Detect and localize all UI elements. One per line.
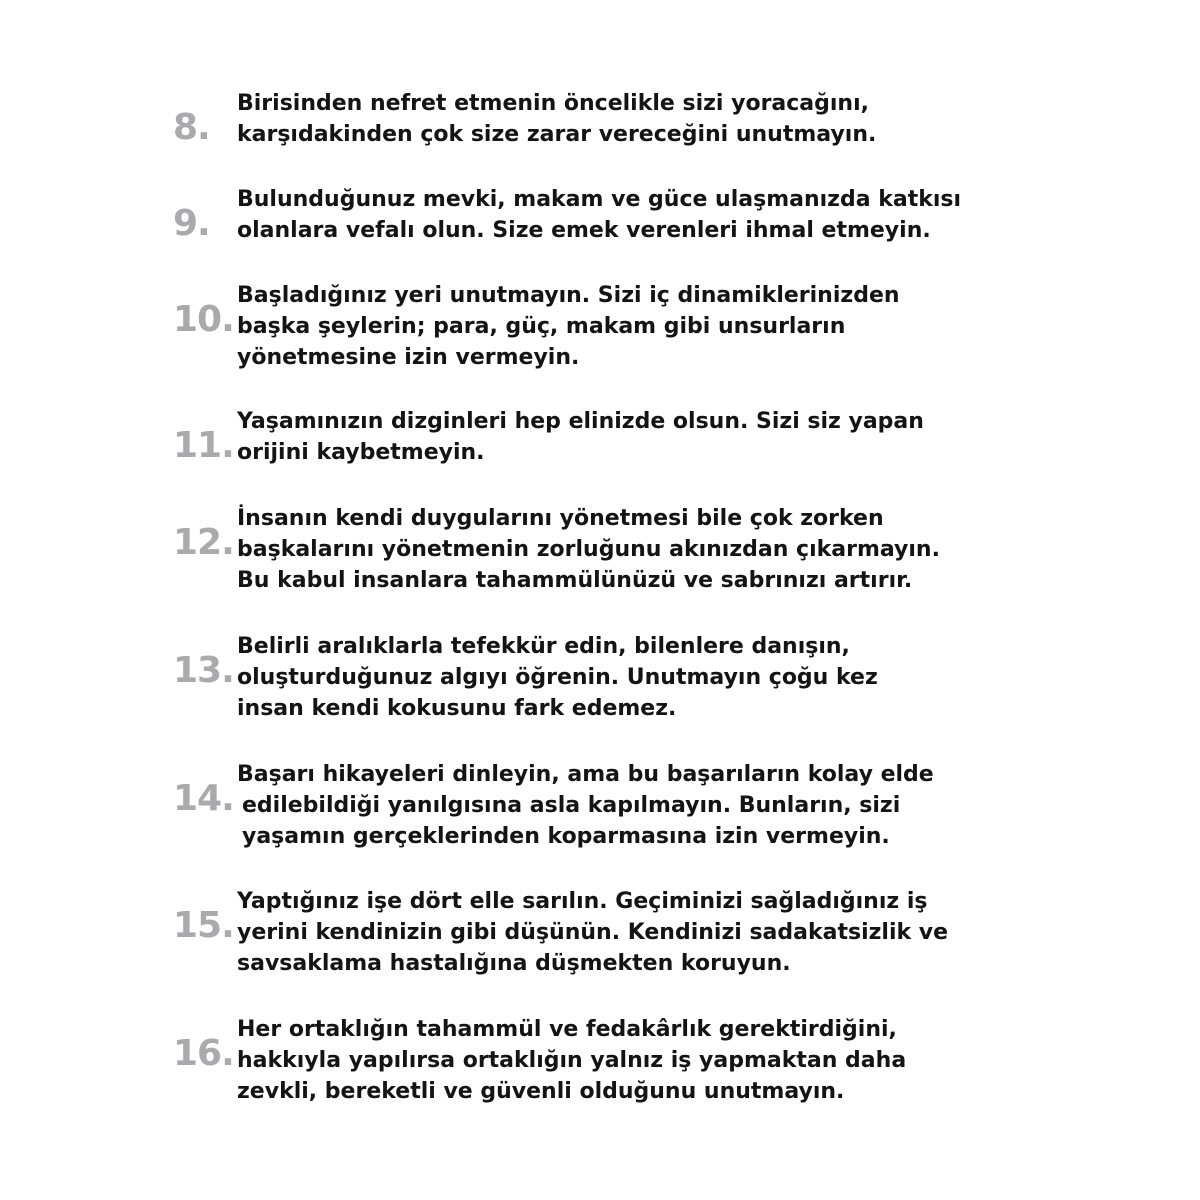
- item-number: 10.: [173, 299, 234, 340]
- item-text-line: zevkli, bereketli ve güvenli olduğunu unutmayın.: [237, 1079, 845, 1104]
- item-text-line: Her ortaklığın tahammül ve fedakârlık gerektirdiğini,: [237, 1017, 897, 1042]
- item-text-line: Birisinden nefret etmenin öncelikle sizi yoracağını,: [237, 91, 869, 116]
- item-number: 13.: [173, 650, 234, 691]
- item-text-line: olanlara vefalı olun. Size emek verenleri ihmal etmeyin.: [237, 218, 931, 243]
- item-text-line: başkalarını yönetmenin zorluğunu akınızdan çıkarmayın.: [237, 537, 940, 562]
- item-text: [237, 631, 878, 724]
- item-text-line: insan kendi kokusunu fark edemez.: [237, 696, 677, 721]
- item-text-line: yerini kendinizin gibi düşünün. Kendinizi sadakatsizlik ve: [237, 920, 949, 945]
- item-text-line: hakkıyla yapılırsa ortaklığın yalnız iş yapmaktan daha: [237, 1048, 907, 1073]
- item-text: [237, 280, 900, 373]
- item-text-line: Başladığınız yeri unutmayın. Sizi iç dinamiklerinizden: [237, 283, 900, 308]
- item-text: [237, 1014, 906, 1107]
- item-text-line: savsaklama hastalığına düşmekten koruyun.: [237, 951, 791, 976]
- item-text-line: karşıdakinden çok size zarar vereceğini unutmayın.: [237, 122, 877, 147]
- item-text: [237, 88, 876, 150]
- item-text-line: edilebildiği yanılgısına asla kapılmayın. Bunların, sizi: [242, 793, 901, 818]
- item-text-line: yönetmesine izin vermeyin.: [237, 345, 580, 370]
- item-text-line: orijini kaybetmeyin.: [237, 440, 485, 465]
- item-text-line: yaşamın gerçeklerinden koparmasına izin vermeyin.: [242, 824, 890, 849]
- item-text: [237, 503, 940, 596]
- item-text-line: Bulunduğunuz mevki, makam ve güce ulaşmanızda katkısı: [237, 187, 962, 212]
- item-text: [237, 184, 961, 246]
- item-text-line: Yaptığınız işe dört elle sarılın. Geçiminizi sağladığınız iş: [237, 889, 928, 914]
- item-text: [237, 759, 934, 852]
- item-number: 11.: [173, 425, 234, 466]
- item-text: [237, 886, 948, 979]
- item-number: 15.: [173, 905, 234, 946]
- item-number: 9.: [173, 203, 210, 244]
- item-text: [237, 406, 924, 468]
- item-text-line: Bu kabul insanlara tahammülünüzü ve sabrınızı artırır.: [237, 568, 913, 593]
- item-text-line: İnsanın kendi duygularını yönetmesi bile çok zorken: [237, 506, 884, 531]
- item-text-line: Belirli aralıklarla tefekkür edin, bilenlere danışın,: [237, 634, 850, 659]
- item-text-line: oluşturduğunuz algıyı öğrenin. Unutmayın çoğu kez: [237, 665, 878, 690]
- item-number: 8.: [173, 107, 210, 148]
- item-number: 16.: [173, 1033, 234, 1074]
- item-text-line: Başarı hikayeleri dinleyin, ama bu başarıların kolay elde: [237, 762, 934, 787]
- item-text-line: Yaşamınızın dizginleri hep elinizde olsun. Sizi siz yapan: [237, 409, 924, 434]
- item-text-line: başka şeylerin; para, güç, makam gibi unsurların: [237, 314, 846, 339]
- item-number: 12.: [173, 522, 234, 563]
- item-number: 14.: [173, 778, 234, 819]
